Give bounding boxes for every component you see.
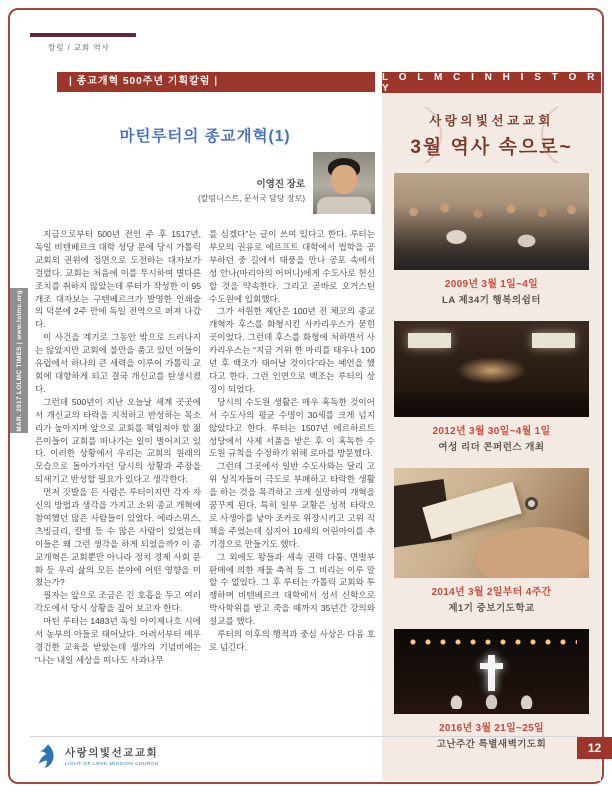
- paragraph: 루터의 이후의 행적과 중심 사상은 다음 호로 넘긴다.: [209, 629, 375, 652]
- paragraph: 필자는 앞으로 조금은 긴 호흡을 두고 여러 각도에서 당시 상황을 짚어 보고자 한다.: [35, 590, 201, 614]
- author-portrait-photo: [313, 152, 375, 214]
- photo-detail: [331, 165, 357, 194]
- event-photo-sanctuary: [394, 321, 589, 417]
- event-photo-hands-bible: [394, 468, 589, 578]
- event-date: 2014년 3월 2일부터 4주간: [431, 587, 552, 598]
- church-name-block: [65, 745, 159, 767]
- paragraph: 그런데 500년이 지난 오늘날 세계 곳곳에서 개신교의 타락을 지적하고 반성하는 목소리가 높아지며 앞으로 교회를 책임져야 할 젊은이들이 교회를 떠나가는 일이 벌어지고 있다. 이러한 상황에서 우리는 교회의 원래의 모습으로 돌아가자던 당시의 상황과 주장을 되새기고 반성할 필요가 있다고 생각한다.: [35, 396, 201, 485]
- photo-detail-hand: [476, 527, 589, 578]
- author-name: 이영진 장로: [256, 179, 305, 190]
- church-name: 사랑의빛선교교회: [65, 747, 159, 759]
- logo-bird-icon: [36, 743, 58, 769]
- photo-detail-screen: [408, 333, 451, 348]
- event-date: 2012년 3월 30일~4월 1일: [432, 426, 551, 437]
- event-photo-crowd-clapping: [394, 173, 589, 270]
- photo-detail-candles: [406, 639, 578, 645]
- photo-detail: [317, 197, 371, 214]
- article-title: 마틴루터의 종교개혁(1): [119, 128, 291, 145]
- event-date: 2016년 3월 21일~25일: [439, 723, 544, 734]
- sidebar-heading-line1: 사랑의빛선교교회: [429, 114, 554, 128]
- event-title: LA 제34기 행복의쉼터: [442, 295, 541, 306]
- church-logo: [36, 743, 159, 769]
- author-text: [198, 162, 305, 204]
- paragraph: 그가 서원한 제단은 100년 전 체코의 종교개혁자 후스를 화형시킨 사카리우스가 묻힌 곳이었다. 그런데 후스를 화형에 처하면서 사카리우스는 “지금 거위 한 마리를 태우나 100년 후 백조가 태어날 것이다”라는 예언을 했다고 한다. 그런 인연으로 백조는 루터의 상징이 되었다.: [209, 306, 375, 394]
- sidebar-body: [382, 93, 601, 781]
- sidebar-header: L O L M C I N H I S T O R Y: [382, 72, 601, 93]
- sidebar-heading-line2: 3월 역사 속으로~: [410, 137, 573, 158]
- photo-detail: [394, 392, 589, 417]
- event-title: 여성 리더 콘퍼런스 개최: [438, 442, 545, 453]
- paragraph: 먼저 깃발을 든 사람은 루터이지만 각자 자신의 방법과 생각을 가지고 소위 종교 개혁에 참여했던 많은 사람들이 있었다. 에라스뮈스, 츠빙글리, 칼뱅 등 수 많은 사람이 있었는데 이들은 왜 그런 생각을 하게 되었을까? 이 종교개혁은 교회뿐만 아니라 정치 경제 사회 문화 등 우리 삶의 모든 분야에 어떤 영향을 미쳤는가?: [35, 487, 201, 588]
- paragraph: 를 심겠다”는 글이 쓰여 있다고 한다. 루터는 부모의 권유로 에르프트 대학에서 법학을 공부하던 중 길에서 태풍을 만나 공포 속에서 성 안나(마리아의 어머니)에게 수도사로 헌신할 것을 약속한다. 그리고 곧바로 오거스틴 수도원에 입회했다.: [209, 229, 375, 304]
- photo-detail-figures: [433, 694, 550, 709]
- section-category: 칼럼 / 교회 역사: [48, 43, 110, 52]
- church-name-en: LIGHT OF LOVE MISSION CHURCH: [65, 762, 159, 767]
- author-block: [35, 152, 375, 214]
- article-column-right: [209, 228, 375, 667]
- event-title: 고난주간 특별새벽기도회: [436, 739, 547, 750]
- paragraph: 마틴 루터는 1483년 독일 아이제나흐 시에서 농부의 아들로 태어났다. 어려서부터 매우 경건한 교육을 받았는데 생가의 기념비에는 “나는 내일 세상을 떠나도 사과나무: [35, 616, 201, 665]
- spine-tab: [10, 288, 28, 433]
- footer-divider: [30, 736, 583, 737]
- article-body: [35, 228, 375, 667]
- author-role: (칼럼니스트, 문서국 담당 장로): [198, 194, 305, 203]
- history-event: [394, 321, 589, 453]
- section-rule: [30, 33, 136, 37]
- event-photo-cross-stage: [394, 629, 589, 714]
- page-number: 12: [577, 737, 612, 759]
- history-sidebar: [382, 72, 601, 781]
- spine-text: MAR. 2017 LOLMC TIMES | www.lolmc.org: [15, 289, 23, 432]
- history-event: [394, 173, 589, 306]
- photo-detail-screen: [532, 333, 575, 348]
- cross-icon: [488, 655, 495, 691]
- sidebar-heading: [394, 107, 589, 163]
- history-event: [394, 629, 589, 750]
- article-column-left: [35, 228, 201, 667]
- paragraph: 이 사건을 계기로 그동안 밖으로 드러나지는 않았지만 교회에 불만을 품고 있던 이들이 유럽에서 하나의 큰 세력을 이루어 가톨릭 교회에 대항하게 되고 결국 개신교를 탄생시켰다.: [35, 332, 201, 394]
- article-series-badge: | 종교개혁 500주년 기획칼럼 |: [57, 72, 375, 92]
- event-title: 제1기 중보기도학교: [448, 603, 535, 614]
- paragraph: 당시의 수도원 생활은 매우 혹독한 것이어서 수도사의 평균 수명이 30세를 크게 넘지 않았다고 한다. 루터는 1507년 에르하르트 성당에서 사제 서품을 받은 후 이 혹독한 수도원 규칙을 수정하기 위해 로마를 방문했다.: [209, 396, 375, 459]
- history-event: [394, 468, 589, 614]
- paragraph: 그 외에도 왕들과 세속 권력 다툼, 면벌부 판매에 의한 재물 축적 등 그 비리는 이루 말할 수 없었다. 그 후 루터는 가톨릭 교회와 투쟁하며 비텐베르크 대학에서 성서 신학으로 박사학위를 받고 죽을 때까지 35년간 강의와 설교를 했다.: [209, 551, 375, 627]
- paragraph: 지금으로부터 500년 전인 주 후 1517년, 독일 비텐베르크 대학 성당 문에 당시 가톨릭 교회의 권위에 정면으로 도전하는 대자보가 걸렸다. 교회는 처음에 이를 무시하여 별다른 조치를 취하지 않았는데 루터가 작성한 이 95개조 대자보는 구텐베르크가 발명한 인쇄술의 덕분에 2주 만에 독일 전역으로 퍼져 나갔다.: [35, 229, 201, 330]
- photo-detail-watch: [525, 497, 538, 510]
- paragraph: 그런데 그곳에서 일반 수도사와는 달리 고위 성직자들이 극도로 부패하고 타락한 생활을 하는 것을 목격하고 크게 실망하여 개혁을 꿈꾸게 된다. 특히 일부 교황은 성적 타락으로 사생아를 낳아 조카로 위장시키고 고위 직책을 주었는데 심지어 10세의 어린아이를 추기경으로 만들기도 했다.: [209, 461, 375, 549]
- photo-detail: [456, 357, 526, 384]
- event-date: 2009년 3월 1일~4일: [444, 279, 539, 290]
